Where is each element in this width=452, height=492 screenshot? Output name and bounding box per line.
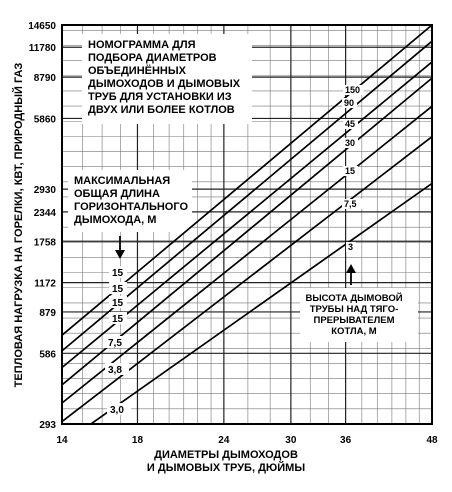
y-tick-label: 11780	[28, 43, 56, 55]
left-legend-title-line: ГОРИЗОНТАЛЬНОГО	[74, 201, 189, 213]
left-line-label: 15	[112, 298, 124, 309]
y-axis-label: ТЕПЛОВАЯ НАГРУЗКА НА ГОРЕЛКИ, КВТ, ПРИРОДНЫЙ ГАЗ	[13, 62, 25, 388]
left-line-label: 15	[112, 268, 124, 279]
chart-title-line: ДВУХ ИЛИ БОЛЕЕ КОТЛОВ	[88, 104, 235, 116]
y-tick-label: 1758	[33, 237, 56, 249]
left-line-label: 7,5	[108, 338, 122, 349]
right-legend-title-line: ПРЕРЫВАТЕЛЕМ	[313, 315, 395, 326]
left-line-label: 3,8	[108, 365, 122, 376]
right-legend-arrow-head	[346, 264, 356, 273]
x-axis-label-line: ДИАМЕТРЫ ДЫМОХОДОВ	[154, 449, 298, 461]
y-tick-label: 2344	[33, 207, 56, 219]
y-tick-label: 586	[39, 349, 56, 361]
left-line-label: 15	[112, 314, 124, 325]
series-line-4	[62, 106, 432, 403]
right-line-label: 15	[345, 166, 356, 176]
chart-title-line: НОМОГРАММА ДЛЯ	[88, 39, 196, 51]
chart-title-line: ДЫМОХОДОВ И ДЫМОВЫХ	[88, 78, 241, 90]
x-tick-label: 18	[131, 435, 144, 446]
right-legend-title-line: КОТЛА, М	[331, 326, 377, 337]
left-line-label: 3,0	[110, 405, 124, 416]
left-line-label: 15	[112, 284, 124, 295]
right-line-label: 30	[345, 138, 356, 148]
chart-title-line: ТРУБ ДЛЯ УСТАНОВКИ ИЗ	[88, 91, 232, 103]
left-legend-title-line: МАКСИМАЛЬНАЯ	[74, 175, 171, 187]
x-axis-label-line: И ДЫМОВЫХ ТРУБ, ДЮЙМЫ	[146, 462, 306, 474]
y-tick-label: 879	[39, 307, 56, 319]
y-tick-label: 1172	[34, 278, 56, 290]
y-tick-label: 5860	[33, 114, 56, 126]
x-tick-label: 36	[340, 435, 352, 446]
y-tick-label: 293	[39, 420, 56, 431]
right-line-label: 3	[348, 242, 354, 252]
right-line-label: 45	[345, 119, 356, 129]
chart-title-line: ПОДБОРА ДИАМЕТРОВ	[88, 52, 217, 64]
left-legend-title-line: ДЫМОХОДА, М	[74, 214, 157, 226]
y-tick-label: 14650	[28, 21, 56, 32]
x-tick-label: 24	[218, 435, 230, 446]
x-tick-label: 48	[426, 435, 438, 446]
top-margin	[0, 0, 452, 24]
left-legend-title-line: ОБЩАЯ ДЛИНА	[74, 188, 160, 200]
y-tick-label: 2930	[33, 185, 56, 197]
right-line-label: 90	[344, 98, 355, 108]
right-line-label: 150	[345, 85, 361, 95]
right-line-label: 7,5	[344, 199, 357, 209]
right-legend-title-line: ВЫСОТА ДЫМОВОЙ	[305, 293, 403, 304]
chart-title-line: ОБЪЕДИНЁННЫХ	[88, 65, 186, 77]
x-tick-label: 30	[285, 435, 297, 446]
y-tick-label: 8790	[33, 73, 56, 85]
x-tick-label: 14	[56, 435, 68, 446]
right-legend-title-line: ТРУБЫ НАД ТЯГО-	[309, 304, 399, 315]
right-margin	[433, 0, 452, 492]
